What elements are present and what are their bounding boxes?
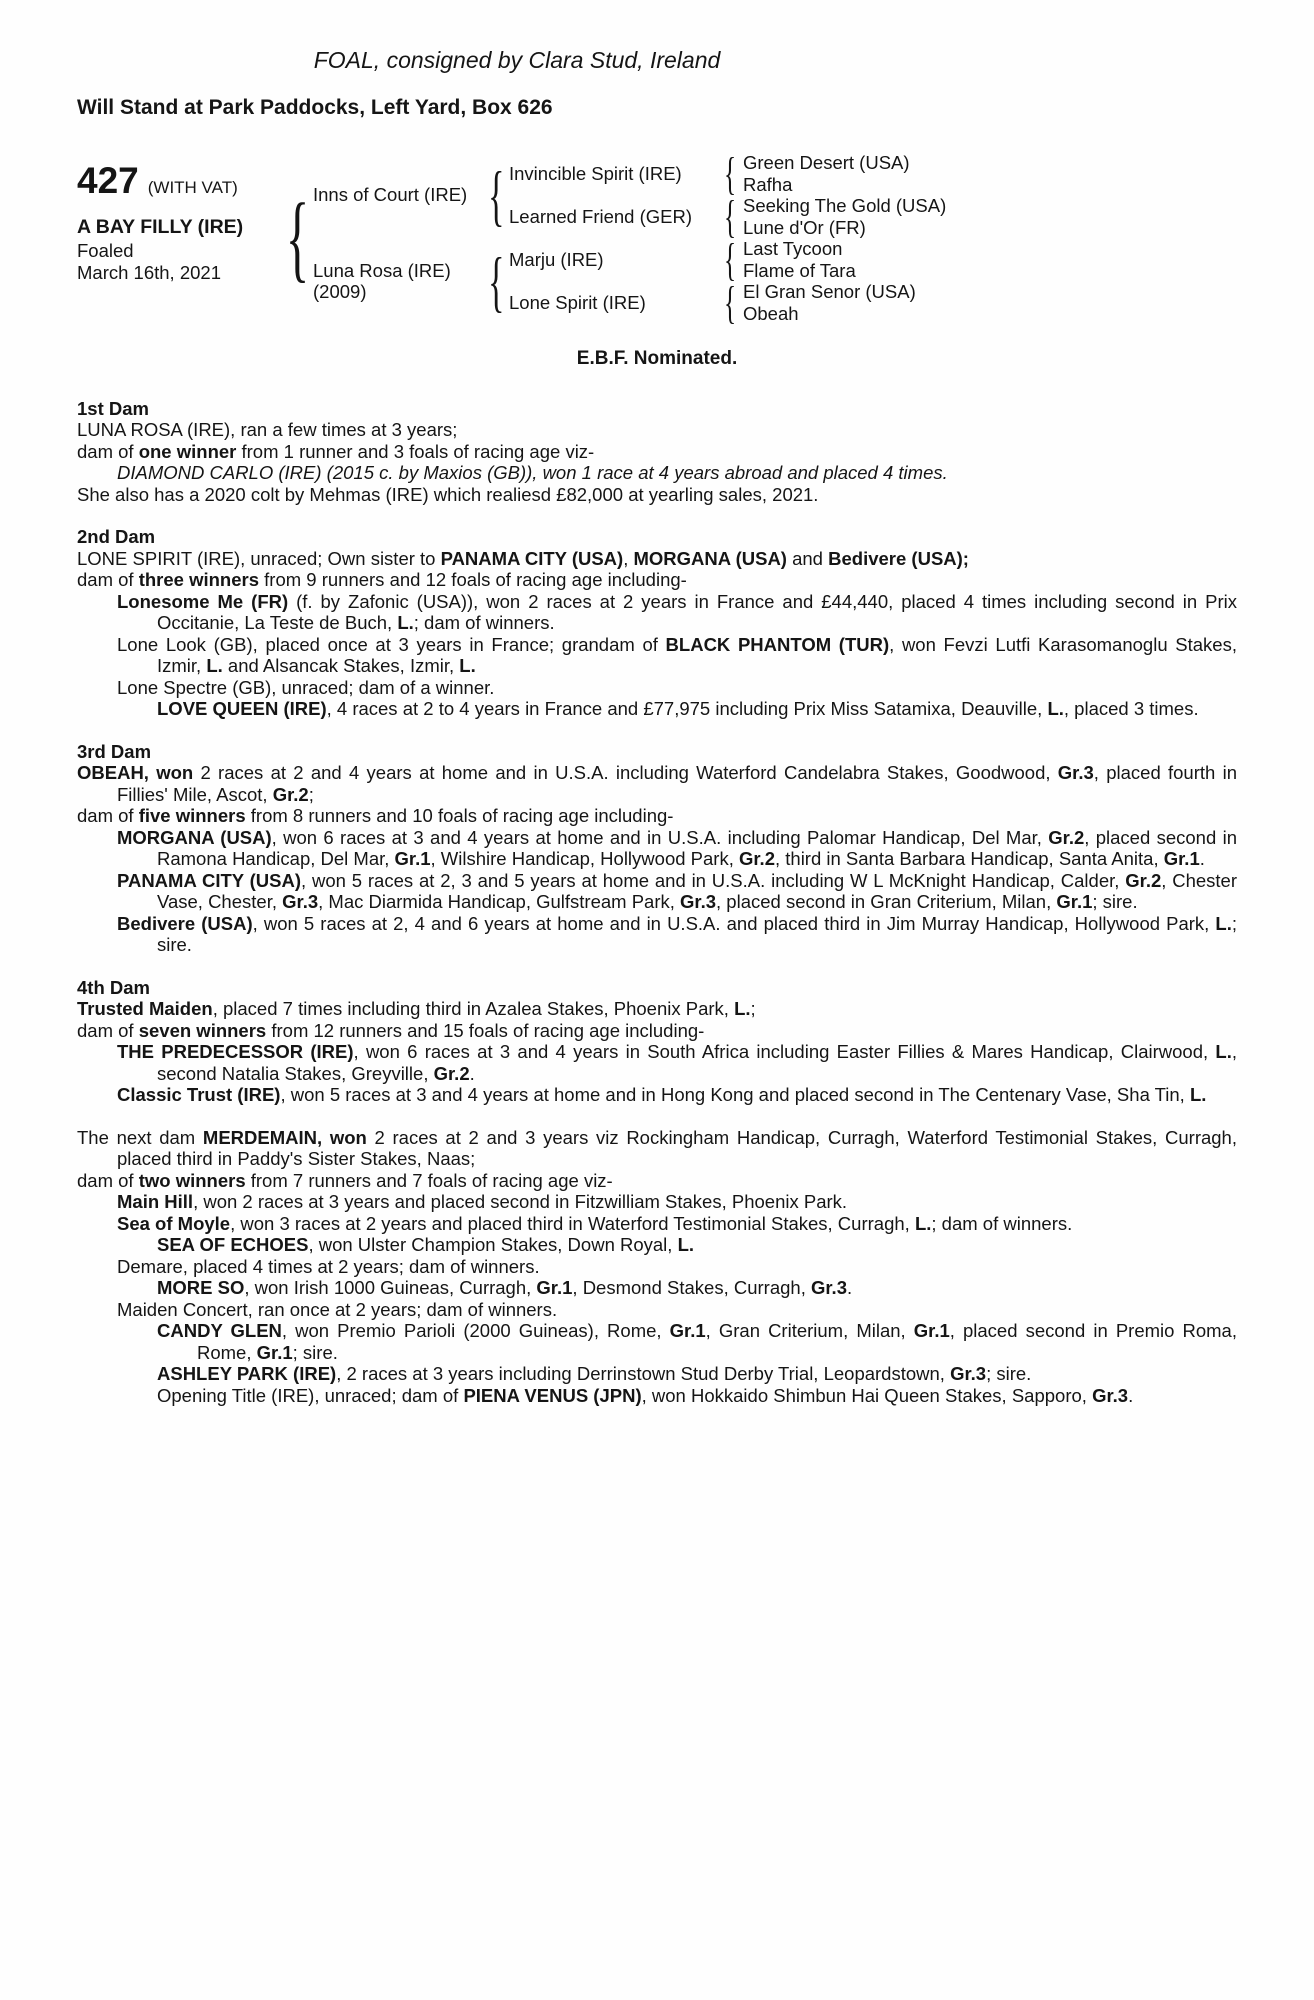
text-segment: ; sire. xyxy=(157,912,1237,955)
sire-dam-sire-name: Seeking The Gold (USA) xyxy=(743,195,947,216)
pedigree-parents xyxy=(313,147,1237,328)
pedigree-paragraph xyxy=(77,1385,1237,1407)
text-segment: The next dam xyxy=(77,1126,203,1148)
sire-grandparents xyxy=(509,147,1237,242)
pedigree-paragraph xyxy=(77,1170,1237,1192)
horse-name: A BAY FILLY (IRE) xyxy=(77,216,244,238)
text-segment: L. xyxy=(677,1234,695,1255)
sire-sire-block xyxy=(509,147,1237,199)
pedigree-paragraph xyxy=(77,870,1237,913)
text-segment: , Chester Vase, Chester, xyxy=(157,869,1238,912)
text-segment: ; xyxy=(308,783,314,805)
text-segment: , placed second in Premio Roma, Rome, xyxy=(197,1320,1237,1363)
text-segment: , won 6 races at 3 and 4 years at home and in U.S.A. including Palomar Handicap, Del Mar, xyxy=(271,826,1049,848)
text-segment: dam of xyxy=(77,440,139,462)
pedigree-paragraph xyxy=(77,827,1237,870)
text-segment: ; dam of winners. xyxy=(413,612,555,633)
text-segment: three winners xyxy=(138,569,259,590)
text-segment: Gr.2 xyxy=(738,848,775,869)
pedigree-paragraph xyxy=(77,548,1237,570)
text-segment: , placed fourth in Fillies' Mile, Ascot, xyxy=(117,762,1237,805)
pedigree-paragraph xyxy=(77,1127,1237,1170)
text-segment: L. xyxy=(459,655,476,676)
text-segment: Gr.3 xyxy=(1092,1384,1129,1406)
dam-dam-sire-name: El Gran Senor (USA) xyxy=(743,281,916,302)
text-segment: DIAMOND CARLO (IRE) (2015 c. by Maxios (GB)), won 1 race at 4 years abroad and placed 4 times. xyxy=(117,462,948,483)
text-segment: 2 races at 2 and 3 years viz Rockingham Handicap, Curragh, Waterford Testimonial Stakes, Curragh, placed third in Paddy's Sister Stakes, Naas; xyxy=(117,1126,1237,1169)
text-segment: , won Ulster Champion Stakes, Down Royal, xyxy=(308,1234,678,1255)
vat-note: (WITH VAT) xyxy=(147,178,238,197)
sire-name: Inns of Court (IRE) xyxy=(313,184,468,206)
text-segment: dam of xyxy=(77,1019,139,1041)
pedigree-paragraph xyxy=(77,1256,1237,1278)
sire-dam-name: Learned Friend (GER) xyxy=(509,205,693,227)
text-segment: , 2 races at 3 years including Derrinstown Stud Derby Trial, Leopardstown, xyxy=(336,1363,951,1384)
text-segment: Lone Look (GB), placed once at 3 years in France; grandam of xyxy=(117,633,666,655)
text-segment: Demare, placed 4 times at 2 years; dam of winners. xyxy=(117,1255,540,1277)
text-segment: . xyxy=(1199,848,1205,869)
dam-dam-name: Lone Spirit (IRE) xyxy=(509,291,646,313)
text-segment: , Mac Diarmida Handicap, Gulfstream Park, xyxy=(318,891,681,912)
pedigree-paragraph xyxy=(77,1363,1237,1385)
text-segment: L. xyxy=(1047,698,1064,719)
sire-name-box xyxy=(313,152,483,238)
dam-section xyxy=(77,977,1237,1106)
text-segment: . xyxy=(1128,1384,1134,1406)
text-segment: Bedivere (USA); xyxy=(828,547,969,569)
text-segment: ASHLEY PARK (IRE) xyxy=(157,1363,337,1384)
produce-record xyxy=(77,398,1237,1407)
text-segment: Bedivere (USA) xyxy=(117,912,253,934)
pedigree-outer-brace xyxy=(283,184,313,292)
text-segment: OBEAH, won xyxy=(77,762,194,783)
text-segment: one winner xyxy=(138,440,237,462)
text-segment: CANDY GLEN xyxy=(157,1320,282,1341)
text-segment: BLACK PHANTOM (TUR) xyxy=(665,633,890,655)
text-segment: Maiden Concert, ran once at 2 years; dam of winners. xyxy=(117,1298,558,1320)
dam-section xyxy=(77,398,1237,506)
text-segment: , won 2 races at 3 years and placed second in Fitzwilliam Stakes, Phoenix Park. xyxy=(193,1191,848,1212)
sire-dam-block xyxy=(509,190,1237,242)
text-segment: SEA OF ECHOES xyxy=(157,1234,309,1255)
text-segment: dam of xyxy=(77,805,139,826)
text-segment: , won 5 races at 3 and 4 years at home and in Hong Kong and placed second in The Centenary Vase, Sha Tin, xyxy=(280,1084,1190,1105)
pedigree-paragraph xyxy=(77,1191,1237,1213)
section-heading: 3rd Dam xyxy=(77,740,152,762)
lot-details xyxy=(77,152,283,284)
pedigree-paragraph xyxy=(77,1277,1237,1299)
text-segment: seven winners xyxy=(138,1019,267,1041)
sire-sire-name: Invincible Spirit (IRE) xyxy=(509,162,682,184)
dam-dam-dam-name: Obeah xyxy=(743,302,799,324)
text-segment: Gr.3 xyxy=(680,891,717,912)
text-segment: Gr.3 xyxy=(1057,762,1094,783)
lot-header xyxy=(77,147,1237,328)
text-segment: L. xyxy=(1189,1084,1207,1105)
dam-dam-name-box xyxy=(509,281,717,324)
text-segment: Gr.2 xyxy=(1048,826,1085,848)
pedigree-paragraph xyxy=(77,762,1237,805)
dam-name: Luna Rosa (IRE) xyxy=(313,259,451,281)
text-segment: MORGANA (USA) xyxy=(633,547,787,569)
text-segment: PANAMA CITY (USA) xyxy=(117,869,301,891)
text-segment: , 4 races at 2 to 4 years in France and £77,975 including Prix Miss Satamixa, Deauville, xyxy=(326,698,1048,719)
text-segment: . xyxy=(469,1062,475,1084)
text-segment: and Alsancak Stakes, Izmir, xyxy=(222,655,460,676)
stand-location-line: Will Stand at Park Paddocks, Left Yard, Box 626 xyxy=(77,95,553,119)
text-segment: , won Hokkaido Shimbun Hai Queen Stakes, Sapporo, xyxy=(641,1384,1093,1406)
text-segment: dam of xyxy=(77,569,139,590)
sire-dam-name-box xyxy=(509,195,717,238)
dam-section xyxy=(77,1127,1237,1407)
text-segment: (f. by Zafonic (USA)), won 2 races at 2 years in France and £44,440, placed 4 times including second in Prix Occitanie, La Teste de Buch, xyxy=(157,590,1237,633)
dam-year: (2009) xyxy=(313,281,367,302)
text-segment: Gr.1 xyxy=(1056,891,1093,912)
brace-glyph: { xyxy=(723,276,737,328)
text-segment: , won Irish 1000 Guineas, Curragh, xyxy=(244,1277,537,1298)
pedigree-paragraph xyxy=(77,569,1237,591)
text-segment: , Wilshire Handicap, Hollywood Park, xyxy=(430,848,739,869)
text-segment: , xyxy=(623,547,634,569)
text-segment: Gr.3 xyxy=(282,891,319,912)
text-segment: . xyxy=(846,1277,853,1298)
text-segment: L. xyxy=(734,998,751,1019)
sire-sire-sire-name: Green Desert (USA) xyxy=(743,152,910,173)
text-segment: , won 3 races at 2 years and placed third in Waterford Testimonial Stakes, Curragh, xyxy=(230,1212,915,1234)
text-segment: Classic Trust (IRE) xyxy=(117,1084,281,1105)
text-segment: Lonesome Me (FR) xyxy=(117,590,289,612)
text-segment: LUNA ROSA (IRE), ran a few times at 3 years; xyxy=(77,419,458,440)
pedigree-paragraph xyxy=(77,634,1237,677)
text-segment: MORE SO xyxy=(157,1277,245,1298)
foaled-label: Foaled xyxy=(77,239,134,261)
dam-block xyxy=(313,233,1237,328)
text-segment: Gr.3 xyxy=(810,1277,847,1298)
text-segment: Main Hill xyxy=(117,1191,194,1212)
text-segment: Lone Spectre (GB), unraced; dam of a winner. xyxy=(117,676,495,698)
text-segment: MERDEMAIN, won xyxy=(202,1126,367,1148)
text-segment: from 9 runners and 12 foals of racing age including- xyxy=(259,569,687,590)
sire-sire-dam-name: Rafha xyxy=(743,173,793,195)
text-segment: THE PREDECESSOR (IRE) xyxy=(117,1041,354,1062)
text-segment: LONE SPIRIT (IRE), unraced; Own sister to xyxy=(77,547,441,569)
text-segment: , placed second in Ramona Handicap, Del Mar, xyxy=(157,826,1237,869)
text-segment: and xyxy=(786,547,829,569)
sire-block xyxy=(313,147,1237,242)
pedigree-paragraph xyxy=(77,1041,1237,1084)
section-heading: 4th Dam xyxy=(77,976,150,998)
brace-glyph: { xyxy=(723,190,737,242)
text-segment: , won 5 races at 2, 4 and 6 years at home and in U.S.A. and placed third in Jim Murray Handicap, Hollywood Park, xyxy=(252,912,1216,934)
dam-dam-block xyxy=(509,276,1237,328)
text-segment: , placed 7 times including third in Azalea Stakes, Phoenix Park, xyxy=(212,998,735,1019)
text-segment: , placed second in Gran Criterium, Milan, xyxy=(716,891,1057,912)
lot-number-row xyxy=(77,162,283,199)
pedigree-paragraph xyxy=(77,484,1237,506)
dam-section xyxy=(77,741,1237,956)
text-segment: from 8 runners and 10 foals of racing age including- xyxy=(245,805,674,826)
pedigree-paragraph xyxy=(77,1020,1237,1042)
dam-sire-sire-name: Last Tycoon xyxy=(743,238,843,259)
sire-sire-parents xyxy=(743,152,1237,195)
sire-dam-brace xyxy=(717,190,743,242)
text-segment: Gr.1 xyxy=(536,1277,573,1298)
text-segment: L. xyxy=(397,612,414,633)
pedigree-paragraph xyxy=(77,913,1237,956)
text-segment: MORGANA (USA) xyxy=(117,826,272,848)
text-segment: from 12 runners and 15 foals of racing age including- xyxy=(266,1019,705,1041)
brace-glyph: { xyxy=(487,243,505,319)
text-segment: Gr.1 xyxy=(669,1320,706,1341)
pedigree-paragraph xyxy=(77,1299,1237,1321)
sire-sire-brace xyxy=(717,147,743,199)
text-segment: She also has a 2020 colt by Mehmas (IRE) which realiesd £82,000 at yearling sales, 2021. xyxy=(77,483,819,505)
pedigree-paragraph xyxy=(77,591,1237,634)
text-segment: L. xyxy=(1215,912,1232,934)
section-heading: 2nd Dam xyxy=(77,526,156,547)
text-segment: , Gran Criterium, Milan, xyxy=(705,1320,914,1341)
text-segment: , placed 3 times. xyxy=(1063,698,1199,719)
dam-sire-block xyxy=(509,233,1237,285)
pedigree-table xyxy=(283,147,1237,328)
text-segment: Gr.1 xyxy=(913,1320,950,1341)
dam-sire-brace xyxy=(717,233,743,285)
text-segment: ; dam of winners. xyxy=(931,1212,1073,1234)
lot-number: 427 xyxy=(77,160,139,201)
text-segment: Gr.2 xyxy=(433,1062,470,1084)
text-segment: , won Fevzi Lutfi Karasomanoglu Stakes, Izmir, xyxy=(157,633,1237,676)
ebf-nominated-line: E.B.F. Nominated. xyxy=(576,348,738,369)
text-segment: LOVE QUEEN (IRE) xyxy=(157,698,327,719)
dam-dam-brace xyxy=(717,276,743,328)
dam-sire-name-box xyxy=(509,238,717,281)
text-segment: , Desmond Stakes, Curragh, xyxy=(572,1277,811,1298)
brace-glyph: { xyxy=(723,233,737,285)
text-segment: , won 6 races at 3 and 4 years in South Africa including Easter Fillies & Mares Handicap, Clairwood, xyxy=(353,1041,1216,1062)
text-segment: Sea of Moyle xyxy=(117,1212,231,1234)
dam-sire-parents xyxy=(743,238,1237,281)
section-heading: 1st Dam xyxy=(77,397,149,419)
text-segment: , third in Santa Barbara Handicap, Santa Anita, xyxy=(774,848,1164,869)
dam-sire-name: Marju (IRE) xyxy=(509,248,604,270)
text-segment: Gr.1 xyxy=(1163,848,1200,869)
brace-glyph: { xyxy=(487,157,505,233)
text-segment: ; xyxy=(750,998,756,1019)
text-segment: Gr.3 xyxy=(950,1363,987,1384)
dam-name-box xyxy=(313,238,483,324)
text-segment: , won 5 races at 2, 3 and 5 years at home and in U.S.A. including W L McKnight Handicap, Calder, xyxy=(301,869,1126,891)
dam-dam-parents xyxy=(743,281,1237,324)
pedigree-paragraph xyxy=(77,441,1237,463)
sire-dam-dam-name: Lune d'Or (FR) xyxy=(743,216,866,238)
text-segment: L. xyxy=(914,1212,932,1234)
pedigree-paragraph xyxy=(77,1084,1237,1106)
text-segment: Opening Title (IRE), unraced; dam of xyxy=(157,1384,464,1406)
dam-section xyxy=(77,526,1237,720)
pedigree-paragraph xyxy=(77,419,1237,441)
text-segment: Gr.2 xyxy=(272,783,309,805)
dam-grandparents xyxy=(509,233,1237,328)
text-segment: from 7 runners and 7 foals of racing age viz- xyxy=(245,1169,613,1191)
text-segment: L. xyxy=(206,655,223,676)
brace-glyph: { xyxy=(723,147,737,199)
text-segment: ; sire. xyxy=(986,1363,1032,1384)
text-segment: two winners xyxy=(138,1169,246,1191)
text-segment: dam of xyxy=(77,1169,139,1191)
pedigree-paragraph xyxy=(77,677,1237,699)
pedigree-paragraph xyxy=(77,1234,1237,1256)
sire-sire-name-box xyxy=(509,152,717,195)
pedigree-paragraph xyxy=(77,462,1237,484)
text-segment: ; sire. xyxy=(292,1341,338,1363)
dam-sire-dam-name: Flame of Tara xyxy=(743,259,856,281)
brace-glyph: { xyxy=(286,184,310,292)
sire-dam-parents xyxy=(743,195,1237,238)
text-segment: Gr.1 xyxy=(394,848,431,869)
pedigree-paragraph xyxy=(77,998,1237,1020)
text-segment: PIENA VENUS (JPN) xyxy=(463,1384,642,1406)
text-segment: 2 races at 2 and 4 years at home and in U.S.A. including Waterford Candelabra Stakes, Goodwood, xyxy=(193,762,1058,783)
pedigree-paragraph xyxy=(77,698,1237,720)
text-segment: ; sire. xyxy=(1092,891,1138,912)
sire-brace xyxy=(483,152,509,238)
text-segment: , won Premio Parioli (2000 Guineas), Rome, xyxy=(281,1320,670,1341)
text-segment: Trusted Maiden xyxy=(77,998,213,1019)
text-segment: Gr.2 xyxy=(1125,869,1162,891)
pedigree-paragraph xyxy=(77,1320,1237,1363)
text-segment: , second Natalia Stakes, Greyville, xyxy=(157,1041,1237,1084)
text-segment: PANAMA CITY (USA) xyxy=(440,547,624,569)
dam-brace xyxy=(483,238,509,324)
text-segment: L. xyxy=(1215,1041,1232,1062)
foaled-date: March 16th, 2021 xyxy=(77,262,221,283)
pedigree-paragraph xyxy=(77,1213,1237,1235)
consignment-title: FOAL, consigned by Clara Stud, Ireland xyxy=(313,47,721,73)
text-segment: from 1 runner and 3 foals of racing age viz- xyxy=(236,440,595,462)
text-segment: five winners xyxy=(138,805,246,826)
text-segment: Gr.1 xyxy=(256,1341,293,1363)
pedigree-paragraph xyxy=(77,805,1237,827)
